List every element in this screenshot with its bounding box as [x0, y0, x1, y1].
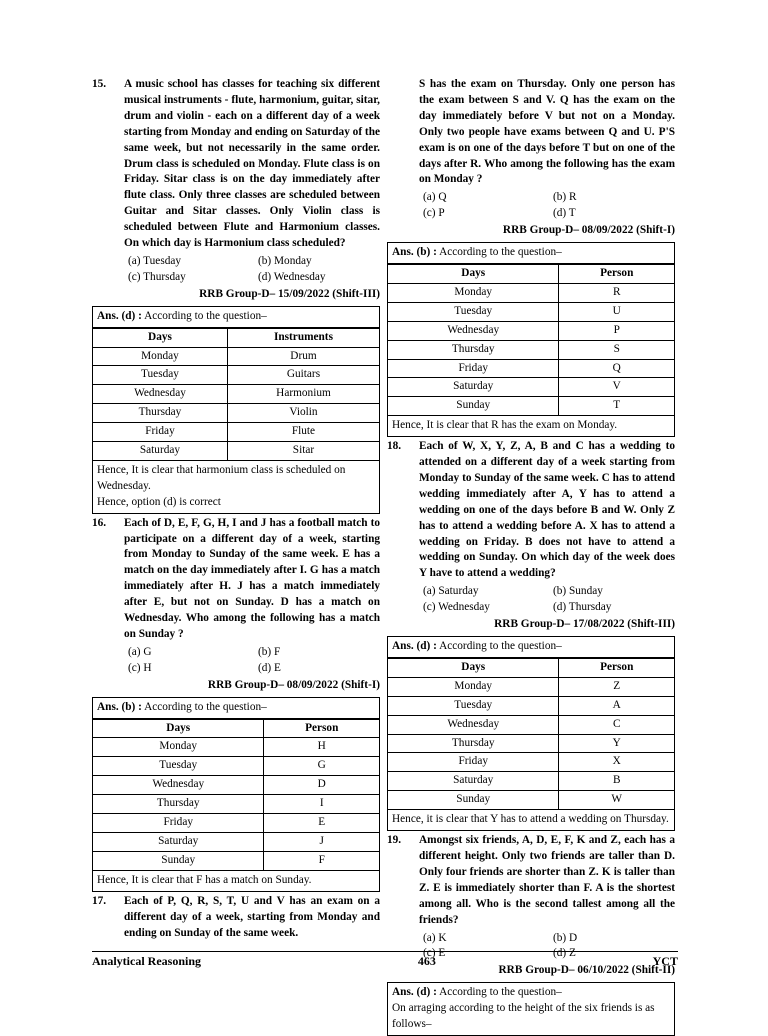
- answer-label: Ans. (b) :: [97, 700, 142, 713]
- options: [92, 254, 380, 286]
- table-row: [93, 423, 380, 442]
- option: (c) Wednesday: [423, 601, 490, 614]
- table-cell: F: [264, 851, 380, 870]
- option: (b) Monday: [258, 254, 312, 267]
- answer-conclusion: [92, 461, 380, 514]
- answer-table: [387, 264, 675, 416]
- conclusion-text: Hence, It is clear that F has a match on Sunday.: [97, 873, 312, 886]
- table-row: [388, 283, 675, 302]
- table-row: [93, 366, 380, 385]
- table-cell: Saturday: [388, 772, 559, 791]
- table-cell: Thursday: [388, 734, 559, 753]
- exam-source: RRB Group-D– 08/09/2022 (Shift-I): [207, 678, 380, 691]
- table-cell: Thursday: [93, 795, 264, 814]
- question-17: [92, 894, 380, 942]
- table-row: [388, 734, 675, 753]
- table-cell: Monday: [93, 738, 264, 757]
- exam-source: RRB Group-D– 17/08/2022 (Shift-III): [494, 618, 675, 631]
- table-cell: Saturday: [93, 832, 264, 851]
- table-cell: S: [559, 340, 675, 359]
- table-row: [93, 851, 380, 870]
- option: (c) H: [128, 661, 152, 674]
- right-column: [387, 77, 675, 1036]
- option: (a) Tuesday: [128, 254, 182, 267]
- table-row: [93, 385, 380, 404]
- options: [92, 645, 380, 677]
- table-cell: V: [559, 378, 675, 397]
- table-cell: Sunday: [388, 791, 559, 810]
- answer-label: Ans. (d) :: [392, 986, 437, 999]
- option: (c) Thursday: [128, 270, 186, 283]
- table-cell: X: [559, 753, 675, 772]
- page-footer: [92, 951, 678, 969]
- table-row: [93, 832, 380, 851]
- table-row: [93, 442, 380, 461]
- option: (d) Z: [553, 947, 576, 960]
- table-cell: Guitars: [227, 366, 379, 385]
- answer-header: [387, 636, 675, 658]
- answer-intro: According to the question–: [144, 309, 267, 322]
- table-cell: Friday: [93, 814, 264, 833]
- table-cell: E: [264, 814, 380, 833]
- table-cell: Tuesday: [388, 696, 559, 715]
- table-cell: Thursday: [388, 340, 559, 359]
- option: (d) Wednesday: [258, 270, 326, 283]
- table-cell: Wednesday: [388, 715, 559, 734]
- table-row: [388, 378, 675, 397]
- table-cell: Sunday: [93, 851, 264, 870]
- table-cell: Flute: [227, 423, 379, 442]
- table-cell: Monday: [388, 677, 559, 696]
- answer-header: [92, 306, 380, 328]
- table-cell: Q: [559, 359, 675, 378]
- table-cell: R: [559, 283, 675, 302]
- table-cell: Tuesday: [93, 366, 228, 385]
- table-row: [93, 347, 380, 366]
- option: (a) K: [423, 931, 447, 944]
- option: (b) Sunday: [553, 585, 603, 598]
- table-row: [388, 715, 675, 734]
- table-cell: Friday: [388, 359, 559, 378]
- table-cell: Tuesday: [388, 302, 559, 321]
- table-cell: Friday: [388, 753, 559, 772]
- answer-conclusion: [387, 416, 675, 437]
- answer-label: Ans. (d) :: [392, 640, 437, 652]
- question-number: 16.: [92, 516, 107, 529]
- option: (b) F: [258, 645, 281, 658]
- footer-rule: [92, 951, 678, 952]
- question-number: 19.: [387, 834, 402, 847]
- option: (d) Thursday: [553, 601, 612, 614]
- page-number: 463: [417, 954, 436, 968]
- conclusion-text: Hence, option (d) is correct: [97, 495, 221, 508]
- table-cell: Monday: [388, 283, 559, 302]
- answer-conclusion: [92, 871, 380, 892]
- table-cell: W: [559, 791, 675, 810]
- conclusion-text: Hence, It is clear that harmonium class is scheduled on Wednesday.: [97, 463, 346, 492]
- question-text: Each of P, Q, R, S, T, U and V has an exam on a different day of a week, starting from Monday and ending on Sunday of the same week.: [124, 894, 380, 939]
- answer-header: [387, 242, 675, 264]
- exam-source: RRB Group-D– 06/10/2022 (Shift-II): [498, 964, 675, 977]
- question-19: [387, 833, 675, 928]
- table-header: Person: [264, 719, 380, 738]
- table-header: Instruments: [227, 328, 379, 347]
- table-row: [388, 321, 675, 340]
- answer-table: [92, 328, 380, 461]
- table-row: [93, 814, 380, 833]
- table-cell: Saturday: [388, 378, 559, 397]
- table-header: Days: [93, 328, 228, 347]
- table-cell: G: [264, 757, 380, 776]
- table-row: [93, 404, 380, 423]
- option: (c) E: [423, 947, 446, 960]
- table-cell: P: [559, 321, 675, 340]
- table-header: Days: [93, 719, 264, 738]
- table-cell: Harmonium: [227, 385, 379, 404]
- question-number: 18.: [387, 440, 402, 453]
- table-cell: Y: [559, 734, 675, 753]
- answer-table: [387, 658, 675, 810]
- answer-label: Ans. (b) :: [392, 246, 437, 259]
- table-row: [388, 302, 675, 321]
- question-17-continued: [387, 77, 675, 188]
- question-text: Each of D, E, F, G, H, I and J has a football match to participate on a different day of a week, starting from Monday to Sunday of the same week. E has a match on the day immediately after I. G has a match immediately after H. J has a match immediately after E, but not on Sunday. D has a match on Wednesday. Who among the following has a match on Sunday ?: [124, 516, 380, 640]
- option: (a) Q: [423, 191, 447, 204]
- table-cell: Wednesday: [93, 385, 228, 404]
- answer-table: [92, 719, 380, 871]
- option: (a) G: [128, 645, 152, 658]
- table-cell: Sunday: [388, 397, 559, 416]
- table-row: [388, 696, 675, 715]
- question-number: 17.: [92, 894, 107, 907]
- table-cell: A: [559, 696, 675, 715]
- table-cell: Drum: [227, 347, 379, 366]
- table-cell: Wednesday: [388, 321, 559, 340]
- answer-header: [92, 697, 380, 719]
- table-cell: B: [559, 772, 675, 791]
- table-cell: Violin: [227, 404, 379, 423]
- table-row: [93, 738, 380, 757]
- table-row: [388, 772, 675, 791]
- left-column: [92, 77, 380, 943]
- table-cell: H: [264, 738, 380, 757]
- answer-label: Ans. (d) :: [97, 309, 142, 322]
- table-row: [388, 340, 675, 359]
- table-row: [93, 757, 380, 776]
- conclusion-text: Hence, it is clear that Y has to attend a wedding on Thursday.: [392, 813, 669, 826]
- question-text: Amongst six friends, A, D, E, F, K and Z, each has a different height. Only two friends are taller than D. Only four friends are shorter than Z. K is taller than Z. E is immediately shorter than F. A is the shortest among all. Who is the second tallest among all the friends?: [419, 834, 675, 926]
- question-text: Each of W, X, Y, Z, A, B and C has a wedding to attended on a different day of a week starting from Monday to Sunday of the same week. C has to attend wedding immediately after A, Y has to attend a wedding on one of the days before B and W. Only Z has to attend a wedding before A. X has to attend a wedding on Friday. B does not have to attend a wedding on Sunday. On which day of the week does Y have to attend a wedding?: [419, 440, 675, 580]
- table-row: [388, 397, 675, 416]
- table-cell: C: [559, 715, 675, 734]
- exam-source: RRB Group-D– 15/09/2022 (Shift-III): [199, 287, 380, 300]
- table-header: Days: [388, 658, 559, 677]
- footer-subject: Analytical Reasoning: [92, 954, 202, 968]
- option: (b) R: [553, 191, 577, 204]
- option: (c) P: [423, 207, 445, 220]
- table-row: [388, 677, 675, 696]
- table-row: [388, 753, 675, 772]
- table-cell: Z: [559, 677, 675, 696]
- table-cell: Wednesday: [93, 776, 264, 795]
- question-16: [92, 516, 380, 643]
- question-15: [92, 77, 380, 252]
- option: (d) E: [258, 661, 281, 674]
- table-cell: U: [559, 302, 675, 321]
- table-row: [388, 359, 675, 378]
- answer-intro: According to the question–: [144, 700, 267, 713]
- table-header: Person: [559, 658, 675, 677]
- table-cell: Tuesday: [93, 757, 264, 776]
- option: (a) Saturday: [423, 585, 479, 598]
- question-18: [387, 439, 675, 582]
- answer-body: On arraging according to the height of the six friends is as follows–: [392, 1002, 655, 1031]
- question-number: 15.: [92, 78, 107, 90]
- options: [387, 584, 675, 616]
- table-cell: D: [264, 776, 380, 795]
- table-row: [93, 795, 380, 814]
- answer-box: [387, 982, 675, 1036]
- table-header: Days: [388, 264, 559, 283]
- table-row: [388, 791, 675, 810]
- table-row: [93, 776, 380, 795]
- table-cell: Saturday: [93, 442, 228, 461]
- table-cell: T: [559, 397, 675, 416]
- conclusion-text: Hence, It is clear that R has the exam on Monday.: [392, 419, 618, 432]
- answer-intro: According to the question–: [439, 986, 562, 999]
- table-cell: Sitar: [227, 442, 379, 461]
- question-text: A music school has classes for teaching six different musical instruments - flute, harmonium, guitar, sitar, drum and violin - each on a different day of a week starting from Monday and ending on Saturday of the same week, but not necessarily in the same order. Drum class is scheduled on Monday. Flute class is on Friday. Sitar class is on the day immediately after flute class. Only three classes are scheduled between Guitar and Sitar classes. Only Violin class is scheduled between Flute and Harmonium classes. On which day is Harmonium class scheduled?: [124, 78, 380, 250]
- answer-intro: According to the question–: [439, 246, 562, 259]
- table-cell: Monday: [93, 347, 228, 366]
- table-header: Person: [559, 264, 675, 283]
- answer-conclusion: [387, 810, 675, 831]
- question-text: S has the exam on Thursday. Only one person has the exam between S and V. Q has the exam on the day immediately before V but not on a Monday. Only two people have exams between Q and U. P'S exam is on one of the days before T but on one of the days after R. Who among the following has the exam on Monday ?: [419, 78, 675, 186]
- option: (d) T: [553, 207, 576, 220]
- answer-intro: According to the question–: [439, 640, 562, 652]
- footer-publisher: YCT: [652, 954, 678, 968]
- option: (b) D: [553, 931, 578, 944]
- options: [387, 190, 675, 222]
- exam-source: RRB Group-D– 08/09/2022 (Shift-I): [502, 224, 675, 237]
- table-cell: J: [264, 832, 380, 851]
- table-cell: Thursday: [93, 404, 228, 423]
- table-cell: I: [264, 795, 380, 814]
- table-cell: Friday: [93, 423, 228, 442]
